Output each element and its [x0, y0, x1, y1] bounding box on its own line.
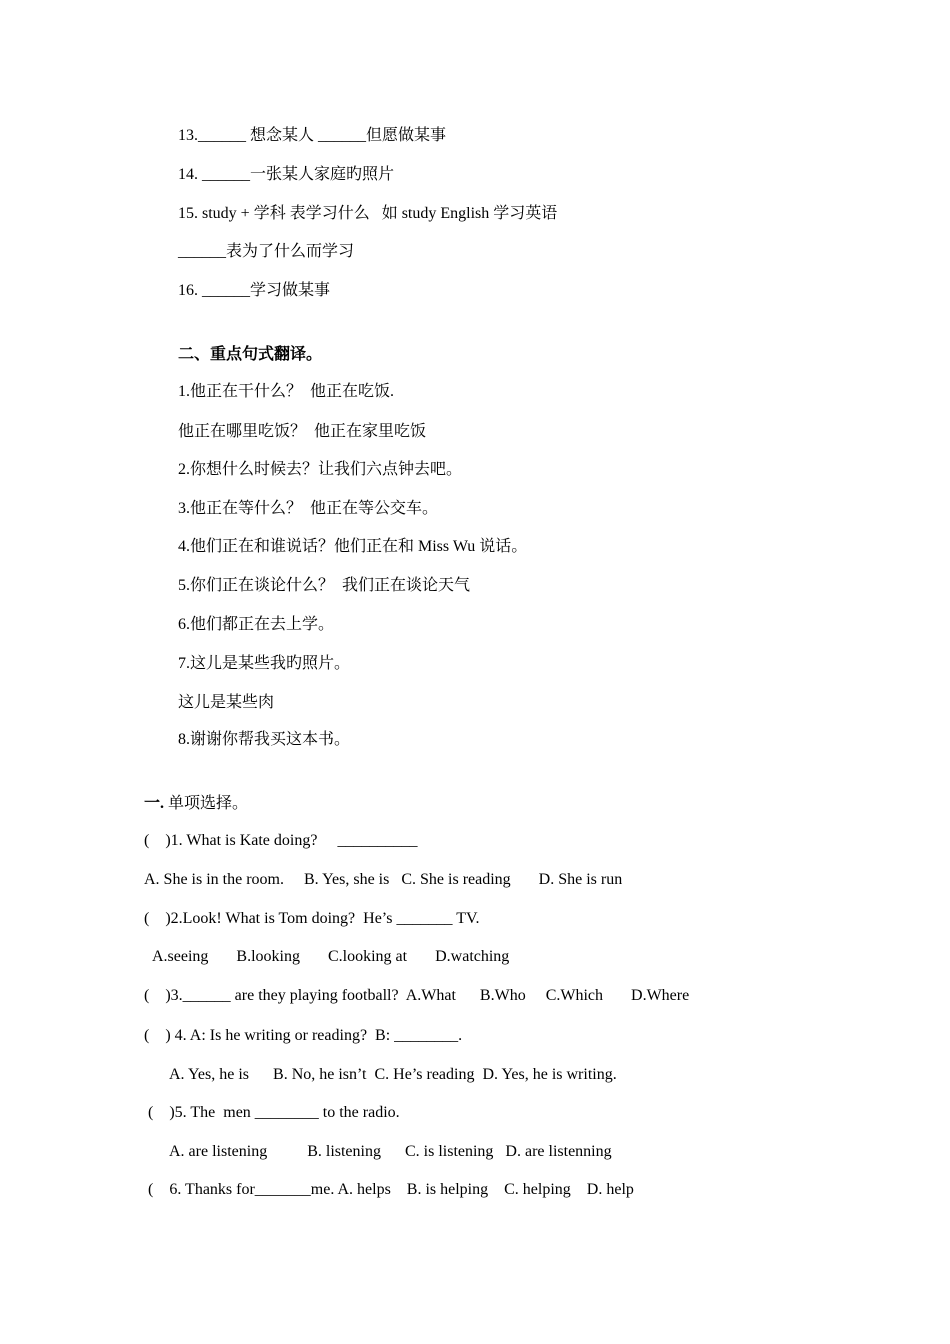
question-1-options: A. She is in the room. B. Yes, she is C. She is reading D. She is run	[144, 871, 623, 888]
vocab-item-15-continued: ______表为了什么而学习	[178, 243, 355, 260]
section-heading-choice	[144, 793, 248, 815]
translation-sentence-8: 8.谢谢你帮我买这本书。	[178, 731, 351, 748]
question-4: ( ) 4. A: Is he writing or reading? B: ________.	[144, 1027, 463, 1044]
vocab-item-14: 14. ______一张某人家庭旳照片	[178, 166, 395, 183]
translation-sentence-3: 3.他正在等什么？ 他正在等公交车。	[178, 500, 439, 517]
section-heading-text: 单项选择。	[164, 795, 249, 812]
question-4-options: A. Yes, he is B. No, he isn’t C. He’s reading D. Yes, he is writing.	[169, 1066, 617, 1083]
vocab-item-16: 16. ______学习做某事	[178, 282, 331, 299]
vocab-item-15: 15. study + 学科 表学习什么 如 study English 学习英语	[178, 205, 558, 222]
translation-sentence-6: 6.他们都正在去上学。	[178, 616, 335, 633]
question-5: ( )5. The men ________ to the radio.	[144, 1104, 400, 1121]
translation-sentence-7: 7.这儿是某些我旳照片。	[178, 655, 351, 672]
question-2-options: A.seeing B.looking C.looking at D.watching	[152, 948, 510, 965]
vocab-item-13: 13.______ 想念某人 ______但愿做某事	[178, 127, 447, 144]
translation-sentence-5: 5.你们正在谈论什么？ 我们正在谈论天气	[178, 577, 471, 594]
question-5-options: A. are listening B. listening C. is listening D. are listenning	[169, 1143, 612, 1160]
question-2: ( )2.Look! What is Tom doing? He’s _______ TV.	[144, 910, 480, 927]
translation-sentence-7b: 这儿是某些肉	[178, 694, 275, 711]
question-3: ( )3.______ are they playing football? A.What B.Who C.Which D.Where	[144, 987, 690, 1004]
section-heading-translation: 二、重点句式翻译。	[178, 346, 323, 363]
question-6: ( 6. Thanks for_______me. A. helps B. is helping C. helping D. help	[144, 1181, 634, 1198]
section-heading-number: 一.	[144, 795, 165, 812]
translation-sentence-1b: 他正在哪里吃饭？ 他正在家里吃饭	[178, 423, 427, 440]
translation-sentence-2: 2.你想什么时候去？让我们六点钟去吧。	[178, 461, 463, 478]
translation-sentence-4: 4.他们正在和谁说话？他们正在和 Miss Wu 说话。	[178, 538, 528, 555]
question-1: ( )1. What is Kate doing? __________	[144, 832, 418, 849]
translation-sentence-1: 1.他正在干什么？ 他正在吃饭.	[178, 383, 395, 400]
